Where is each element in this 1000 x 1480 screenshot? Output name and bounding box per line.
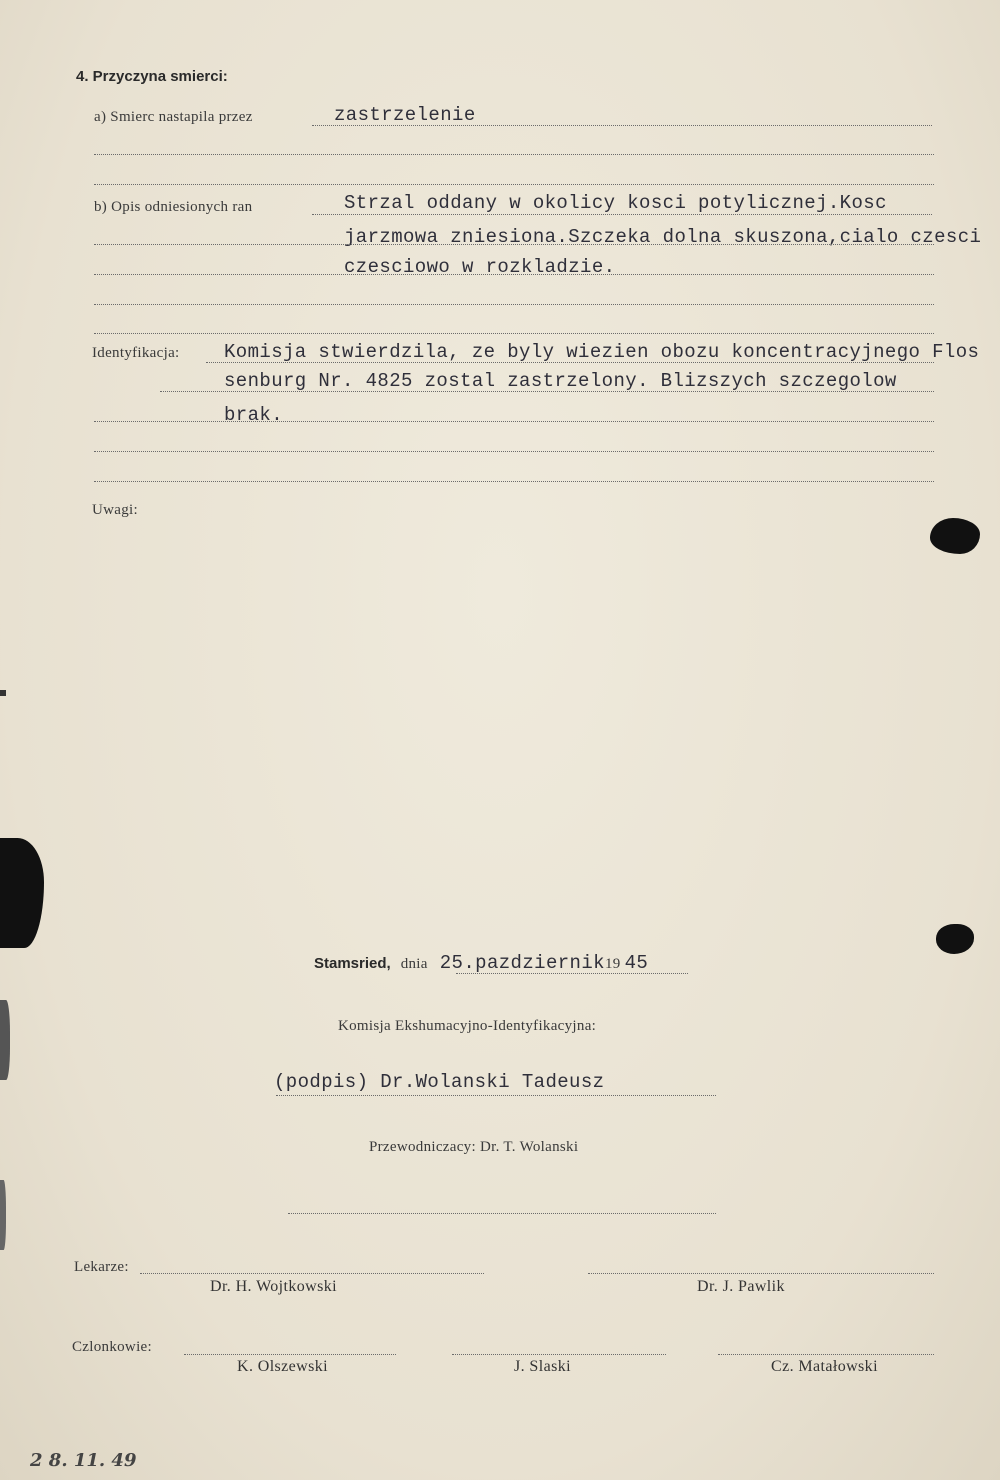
member-name-1: K. Olszewski	[237, 1358, 329, 1375]
wounds-line-3: czesciowo w rozkladzie.	[344, 256, 616, 278]
commission-label: Komisja Ekshumacyjno-Identyfikacyjna:	[338, 1018, 597, 1034]
doctor-rule-2	[588, 1273, 934, 1274]
edge-mark	[0, 1180, 6, 1250]
wounds-label: b) Opis odniesionych ran	[94, 199, 253, 215]
blank-line	[94, 184, 934, 185]
identification-rule-1	[206, 362, 934, 363]
member-rule-3	[718, 1354, 934, 1355]
cause-value: zastrzelenie	[334, 104, 476, 126]
doctor-name-2: Dr. J. Pawlik	[697, 1278, 785, 1295]
section-title: 4. Przyczyna smierci:	[76, 68, 228, 85]
ink-blot	[936, 924, 974, 954]
blank-line	[94, 481, 934, 482]
handwritten-note: 2 8. 11. 49	[30, 1450, 137, 1471]
identification-line-1: Komisja stwierdzila, ze byly wiezien obozu koncentracyjnego Flos	[224, 341, 980, 363]
date-rule	[456, 973, 688, 974]
edge-mark	[0, 1000, 10, 1080]
blank-line	[94, 451, 934, 452]
member-name-3: Cz. Matałowski	[771, 1358, 878, 1375]
member-rule-1	[184, 1354, 396, 1355]
year-value: 45	[624, 952, 649, 974]
cause-line	[312, 125, 932, 126]
identification-rule-2	[160, 391, 934, 392]
blank-line	[94, 333, 934, 334]
doctor-name-1: Dr. H. Wojtkowski	[210, 1278, 338, 1295]
date-value: 25.pazdziernik	[439, 952, 605, 974]
identification-label: Identyfikacja:	[92, 345, 180, 361]
ink-blot	[930, 518, 980, 554]
binding-hole	[0, 838, 44, 948]
dnia-label: dnia	[400, 956, 428, 972]
chair-rule	[288, 1213, 716, 1214]
signature-rule	[276, 1095, 716, 1096]
identification-rule-3	[94, 421, 934, 422]
cause-label: a) Smierc nastapila przez	[94, 109, 253, 125]
wounds-rule-1	[312, 214, 932, 215]
chair-name: Przewodniczacy: Dr. T. Wolanski	[369, 1139, 579, 1155]
place-date	[314, 952, 648, 974]
blank-line	[94, 154, 934, 155]
place: Stamsried,	[314, 955, 391, 972]
wounds-rule-2	[94, 244, 934, 245]
doctors-label: Lekarze:	[74, 1259, 129, 1275]
members-label: Czlonkowie:	[72, 1339, 152, 1355]
edge-mark	[0, 690, 6, 696]
identification-line-2: senburg Nr. 4825 zostal zastrzelony. Blizszych szczegolow	[224, 370, 897, 392]
signature-typed: (podpis) Dr.Wolanski Tadeusz	[274, 1071, 605, 1093]
year-prefix: 19	[604, 956, 621, 972]
doctor-rule-1	[140, 1273, 484, 1274]
member-name-2: J. Slaski	[514, 1358, 571, 1375]
remarks-label: Uwagi:	[92, 502, 138, 518]
wounds-line-2: jarzmowa zniesiona.Szczeka dolna skuszona,cialo czesci	[344, 226, 982, 248]
member-rule-2	[452, 1354, 666, 1355]
wounds-line-1: Strzal oddany w okolicy kosci potylicznej.Kosc	[344, 192, 887, 214]
wounds-rule-3	[94, 274, 934, 275]
blank-line	[94, 304, 934, 305]
identification-line-3: brak.	[224, 404, 284, 426]
